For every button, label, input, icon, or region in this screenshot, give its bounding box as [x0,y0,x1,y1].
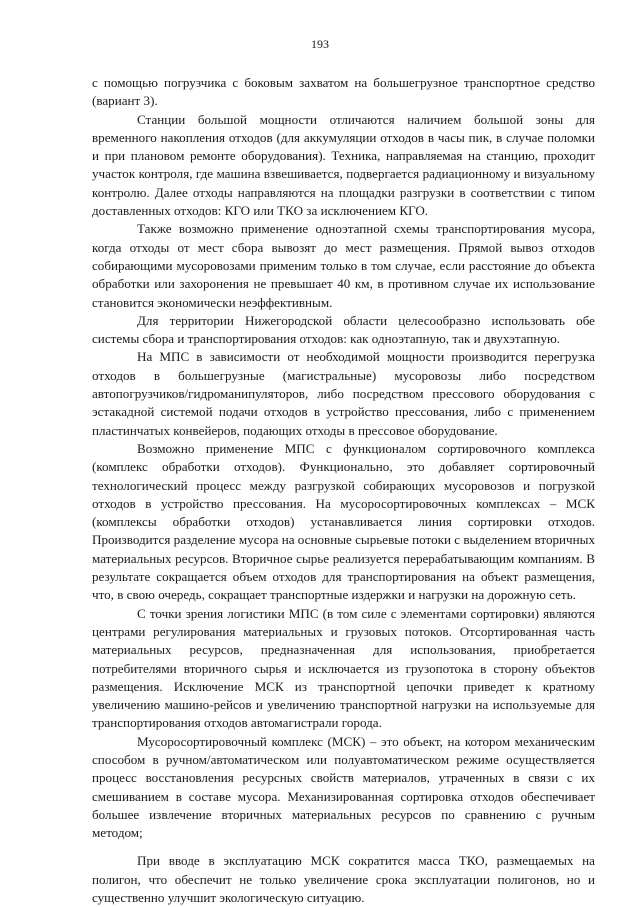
paragraph-msk-definition: Мусоросортировочный комплекс (МСК) – это объект, на котором механическим способом в ручном/автоматическом или полуавтоматическом режиме осуществляется процесс восстановления ресурсных свойств материалов, утраченных в связи с их смешиванием в составе мусора. Механизированная сортировка отходов обеспечивает большее извлечение вторичных материальных ресурсов по сравнению с ручным методом; [92,733,595,841]
paragraph-logistics: С точки зрения логистики МПС (в том силе с элементами сортировки) являются центрами регулирования материальных и грузовых потоков. Отсортированная часть материальных ресурсов, предназначенная для использования, приобретается потребителями вторичного сырья и исключается из грузопотока в сторону объектов размещения. Исключение МСК из транспортной цепочки приведет к кратному увеличению машино-рейсов и увеличению транспортной нагрузки на используемые для транспортирования отходов автомагистрали города. [92,605,595,731]
paragraph-nizhny-novgorod-region: Для территории Нижегородской области целесообразно использовать обе системы сбора и транспортирования отходов: как одноэтапную, так и двухэтапную. [92,312,595,347]
paragraph-single-stage-scheme: Также возможно применение одноэтапной схемы транспортирования мусора, когда отходы от мест сбора вывозят до мест размещения. Прямой вывоз отходов собирающими мусоровозами применим только в том случае, если расстояние до объекта обработки или захоронения не превышает 40 км, в противном случае их использование становится экономически неэффективным. [92,221,595,310]
body-text [92,74,595,907]
paragraph-mps-reloading: На МПС в зависимости от необходимой мощности производится перегрузка отходов в большегрузные (магистральные) мусоровозы либо посредством автопогрузчиков/гидроманипуляторов, либо посредством прессового оборудования с эстакадной системой подачи отходов в устройство прессования, либо с применением пластинчатых конвейеров, подающих отходы в прессовое оборудование. [92,349,595,438]
paragraph-msk-benefits: При вводе в эксплуатацию МСК сократится масса ТКО, размещаемых на полигон, что обеспечит не только увеличение срока эксплуатации полигонов, но и существенно улучшит экологическую ситуацию. [92,853,595,906]
page-number: 193 [311,37,329,51]
paragraph-continuation: с помощью погрузчика с боковым захватом на большегрузное транспортное средство (вариант 3). [92,75,595,109]
paragraph-sorting-complex: Возможно применение МПС с функционалом сортировочного комплекса (комплекс обработки отходов). Функционально, это добавляет сортировочный технологический процесс между разгрузкой собирающих мусоровозов и погрузкой отходов в устройство прессования. На мусоросортировочных комплексах – МСК (комплексы обработки отходов) устанавливается линия сортировки отходов. Производится разделение мусора на основные сырьевые потоки с выделением вторичных материальных ресурсов. Вторичное сырье реализуется перерабатывающим компаниям. В результате сокращается объем отходов для транспортирования на объект размещения, что, в свою очередь, сокращает транспортные издержки и нагрузки на дорожную сеть. [92,440,595,603]
paragraph-large-stations: Станции большой мощности отличаются наличием большой зоны для временного накопления отходов (для аккумуляции отходов в часы пик, в случае поломки и при плановом ремонте оборудования). Техника, направляемая на станцию, проходит участок контроля, где машина взвешивается, подвергается радиационному и визуальному контролю. Далее отходы направляются на площадки разгрузки в соответствии с типом доставленных отходов: КГО или ТКО за исключением КГО. [92,111,595,219]
